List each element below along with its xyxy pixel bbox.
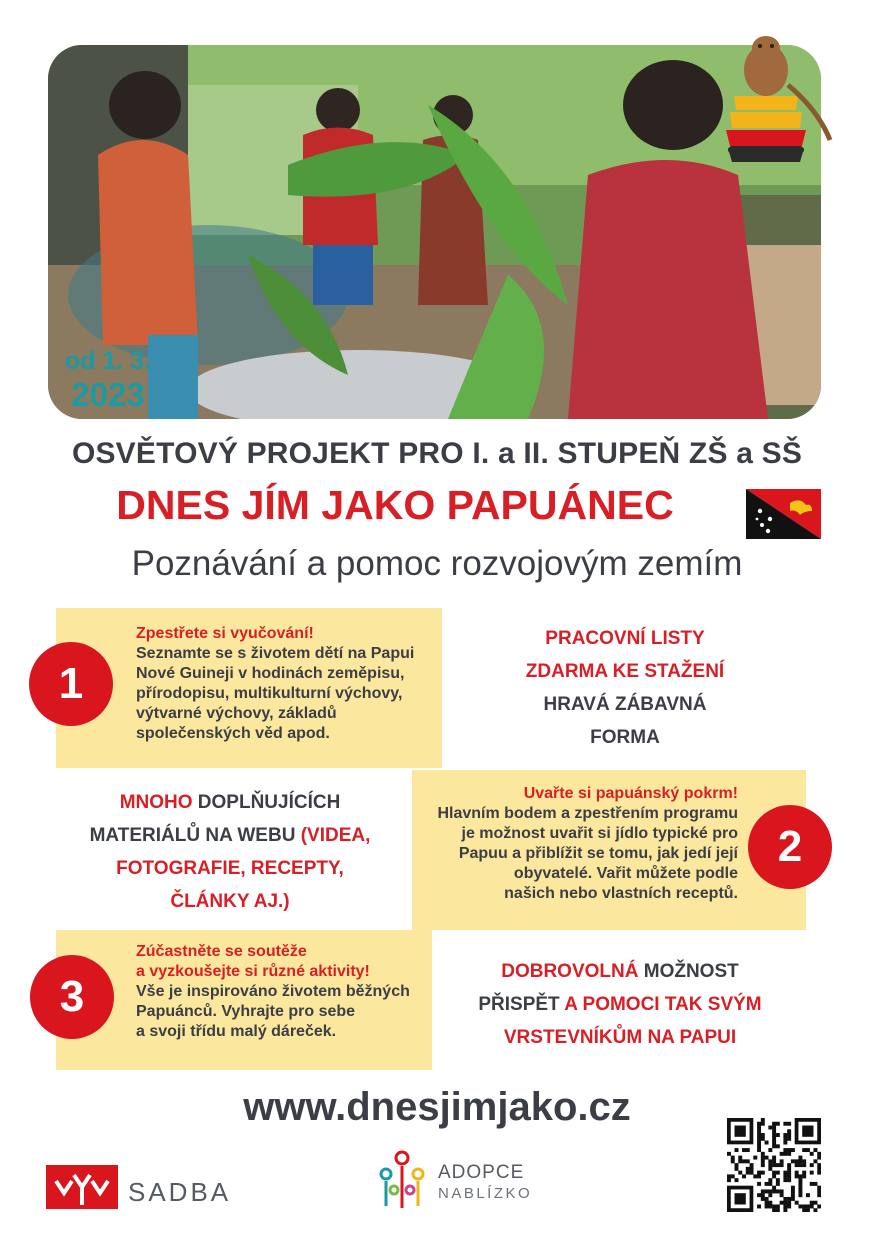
feature-2-word: (VIDEA, — [300, 825, 371, 846]
sadba-logo — [46, 1165, 231, 1209]
adopce-nablizko-logo — [376, 1150, 532, 1216]
project-subtitle: OSVĚTOVÝ PROJEKT PRO I. a II. STUPEŇ ZŠ a SŠ — [71, 437, 803, 470]
section-2-heading: Uvařte si papuánský pokrm! — [523, 785, 738, 802]
section-1-line: Seznamte se s životem dětí na Papui — [136, 645, 415, 662]
feature-3-word: DOBROVOLNÁ — [501, 961, 639, 982]
section-2-line: našich nebo vlastních receptů. — [504, 885, 738, 902]
section-1-text — [136, 624, 436, 744]
sadba-wordmark: SADBA — [128, 1177, 232, 1207]
step-2-badge: 2 — [748, 805, 832, 889]
section-3-line: Papuánců. Vyhrajte pro sebe — [136, 1003, 356, 1020]
website-url[interactable]: www.dnesjimjako.cz — [243, 1085, 631, 1129]
section-3-heading: Zúčastněte se soutěže — [136, 943, 307, 960]
feature-3-line: VRSTEVNÍKŮM NA PAPUI — [503, 1027, 737, 1048]
section-1-line: Nové Guineji v hodinách zeměpisu, — [136, 665, 405, 682]
step-3-badge: 3 — [30, 955, 114, 1039]
section-3-line: a svoji třídu malý dáreček. — [136, 1023, 337, 1040]
adopce-subtitle: NABLÍZKO — [438, 1185, 533, 1202]
section-2-line: obyvatelé. Vařit můžete podle — [513, 865, 738, 882]
papua-new-guinea-flag-icon — [746, 489, 821, 539]
feature-2-line: FOTOGRAFIE, RECEPTY, — [116, 858, 344, 879]
feature-worksheets — [470, 622, 780, 754]
start-date — [58, 346, 158, 414]
step-1-badge: 1 — [29, 642, 113, 726]
feature-2-word: MATERIÁLŮ NA WEBU — [89, 825, 296, 846]
section-2-line: je možnost uvařit si jídlo typické pro — [461, 825, 738, 842]
feature-3-word: A POMOCI TAK SVÝM — [564, 994, 762, 1015]
section-3-heading-2: a vyzkoušejte si různé aktivity! — [136, 963, 370, 980]
feature-2-word: MNOHO — [119, 792, 193, 813]
feature-3-word: PŘISPĚT — [478, 994, 560, 1015]
feature-1-line: ZDARMA KE STAŽENÍ — [525, 661, 725, 682]
feature-1-line: PRACOVNÍ LISTY — [545, 628, 705, 649]
section-1-line: společenských věd apod. — [136, 725, 330, 742]
section-2-line: Papuu a přiblížit se tomu, jak jedí její — [458, 845, 738, 862]
section-2-line: Hlavním bodem a zpestřením programu — [437, 805, 738, 822]
date-line-1: od 1. 3. — [64, 347, 152, 375]
feature-materials — [60, 786, 400, 918]
feature-1-line: HRAVÁ ZÁBAVNÁ — [543, 694, 707, 715]
feature-2-line: ČLÁNKY AJ.) — [170, 891, 290, 912]
section-2-text — [420, 784, 738, 904]
adopce-people-icon — [376, 1150, 428, 1216]
qr-code[interactable] — [727, 1118, 821, 1212]
hero-photo — [48, 45, 821, 419]
project-title: DNES JÍM JAKO PAPUÁNEC — [116, 482, 674, 528]
feature-2-word: DOPLŇUJÍCÍCH — [197, 792, 341, 813]
section-1-line: výtvarné výchovy, základů — [136, 705, 337, 722]
section-1-heading: Zpestřete si vyučování! — [136, 625, 314, 642]
sadba-mark-icon — [46, 1165, 118, 1209]
feature-donation — [450, 955, 790, 1054]
feature-1-line: FORMA — [590, 727, 660, 748]
section-1-line: přírodopisu, multikulturní výchovy, — [136, 685, 403, 702]
feature-3-word: MOŽNOST — [643, 961, 739, 982]
date-year: 2023 — [71, 376, 145, 413]
section-3-text — [136, 942, 428, 1042]
section-3-line: Vše je inspirováno životem běžných — [136, 983, 410, 1000]
tree-kangaroo-mascot — [718, 30, 838, 170]
project-tagline: Poznávání a pomoc rozvojovým zemím — [131, 544, 743, 583]
adopce-wordmark: ADOPCE — [438, 1162, 525, 1183]
